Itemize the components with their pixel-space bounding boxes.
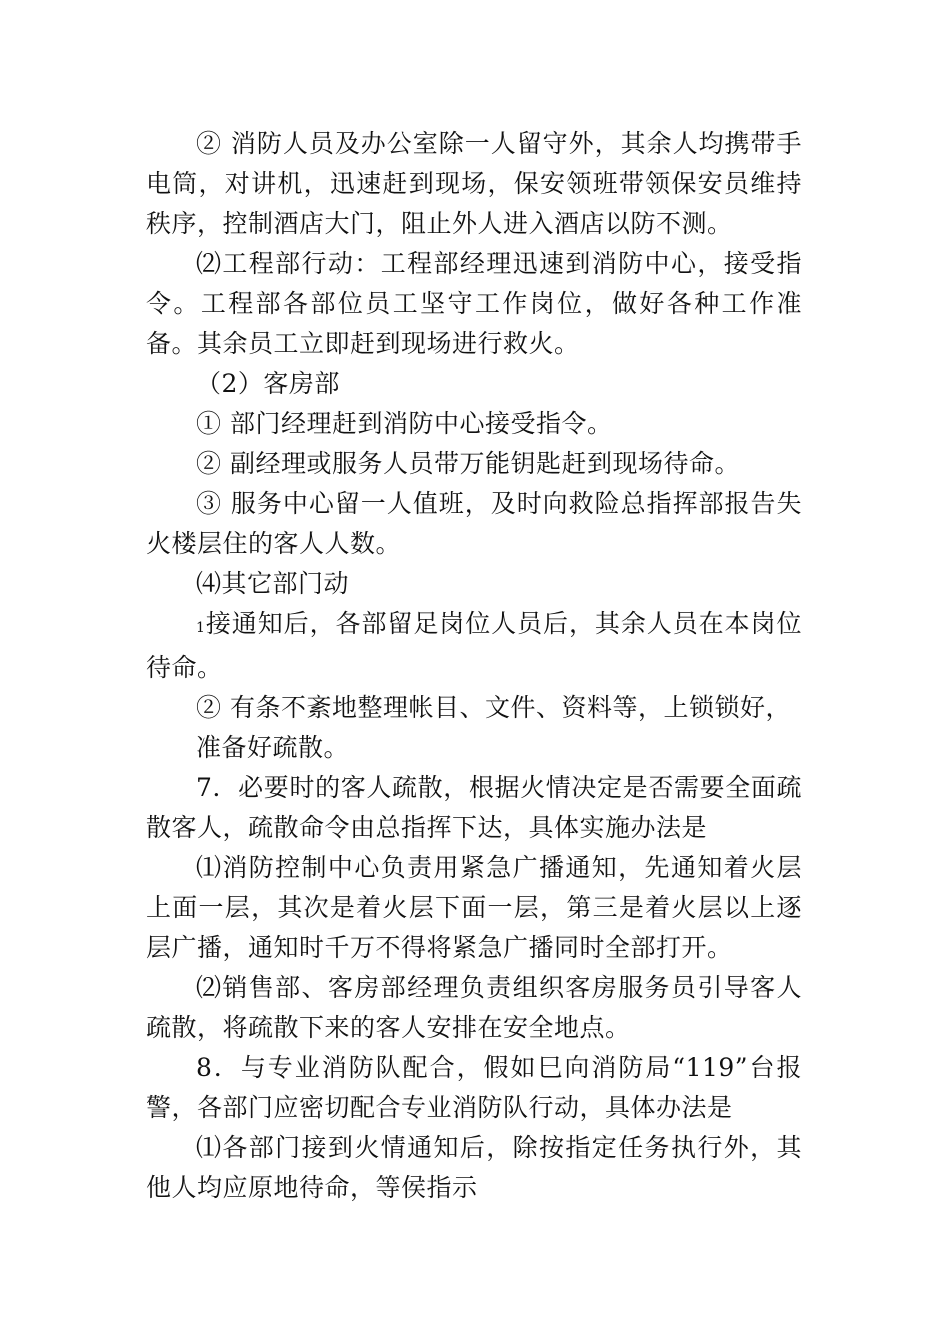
document-body (146, 124, 802, 1208)
paragraph-housekeeping-2: ② 副经理或服务人员带万能钥匙赶到现场待命。 (196, 449, 740, 478)
heading-housekeeping: （2）客房部 (196, 369, 340, 398)
paragraph-section-7-2: ⑵销售部、客房部经理负责组织客房服务员引导客人疏散，将疏散下来的客人安排在安全地点。 (146, 973, 802, 1042)
list-marker: 1 (196, 620, 206, 636)
heading-other-departments: ⑷其它部门动 (196, 569, 350, 598)
paragraph-section-8: 8．与专业消防队配合，假如巳向消防局“119”台报警，各部门应密切配合专业消防队行动，具体办法是 (146, 1053, 802, 1122)
paragraph-section-7: 7．必要时的客人疏散，根据火情决定是否需要全面疏散客人，疏散命令由总指挥下达，具体实施办法是 (146, 773, 802, 842)
paragraph-other-departments-2-cont: 准备好疏散。 (196, 733, 350, 762)
paragraph-security-staff: ② 消防人员及办公室除一人留守外，其余人均携带手电筒，对讲机，迅速赶到现场，保安领班带领保安员维持秩序，控制酒店大门，阻止外人进入酒店以防不测。 (146, 129, 802, 238)
paragraph-engineering-action: ⑵工程部行动：工程部经理迅速到消防中心，接受指令。工程部各部位员工坚守工作岗位，做好各种工作准备。其余员工立即赶到现场进行救火。 (146, 249, 802, 358)
paragraph-other-departments-2: ② 有条不紊地整理帐目、文件、资料等，上锁锁好， (196, 693, 791, 722)
paragraph-section-8-1: ⑴各部门接到火情通知后，除按指定任务执行外，其他人均应原地待命，等侯指示 (146, 1133, 802, 1202)
paragraph-other-departments-1-text: 接通知后，各部留足岗位人员后，其余人员在本岗位待命。 (146, 609, 802, 682)
paragraph-housekeeping-1: ① 部门经理赶到消防中心接受指令。 (196, 409, 613, 438)
paragraph-other-departments-1 (146, 604, 802, 688)
paragraph-housekeeping-3: ③ 服务中心留一人值班，及时向救险总指挥部报告失火楼层住的客人人数。 (146, 489, 802, 558)
paragraph-section-7-1: ⑴消防控制中心负责用紧急广播通知，先通知着火层上面一层，其次是着火层下面一层，第三是着火层以上逐层广播，通知时千万不得将紧急广播同时全部打开。 (146, 853, 802, 962)
